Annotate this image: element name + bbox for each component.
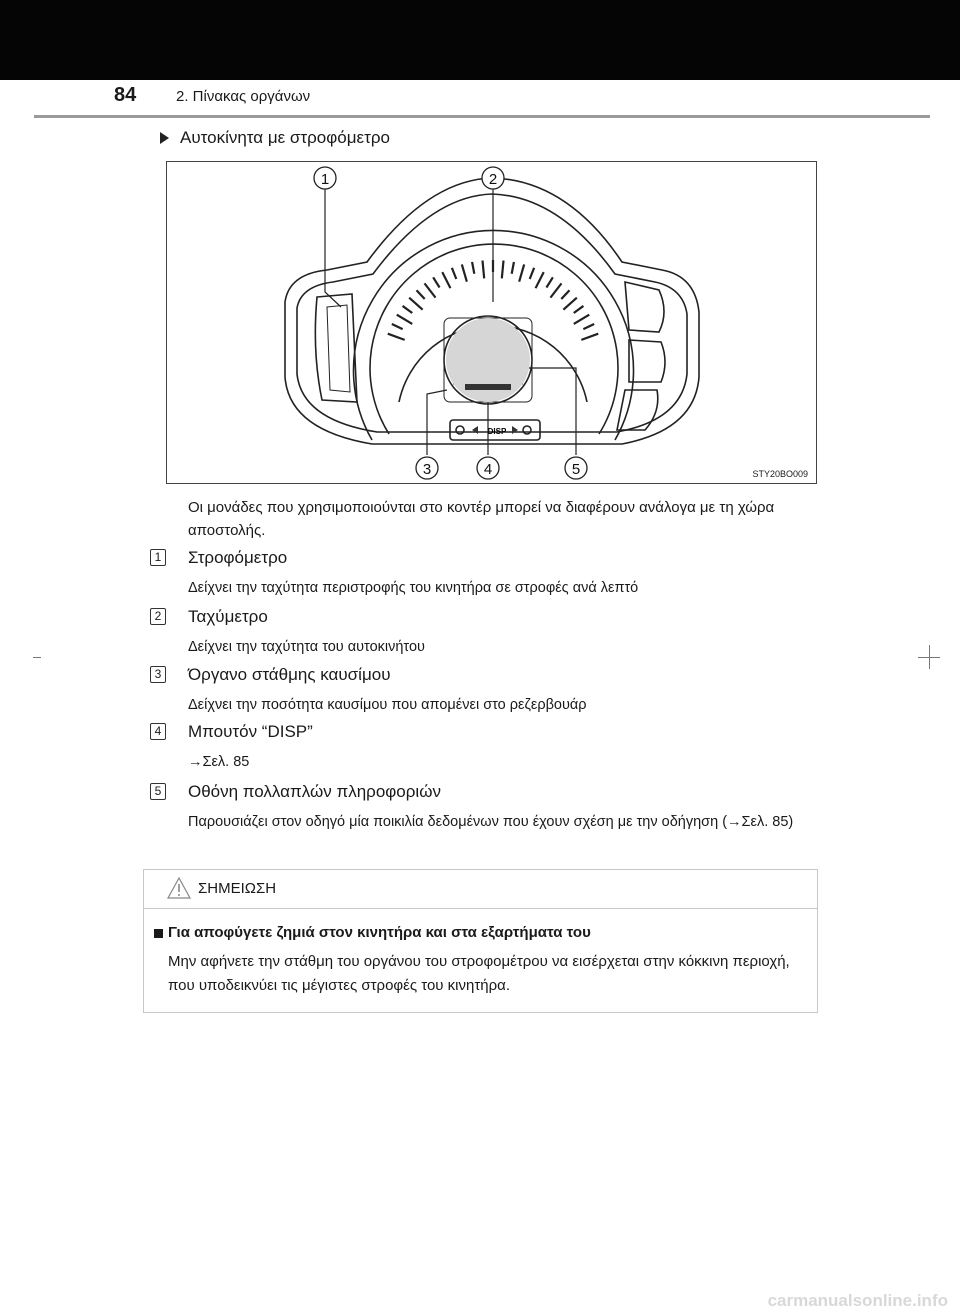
item-title: Ταχύμετρο bbox=[188, 607, 268, 626]
top-black-band bbox=[0, 0, 960, 80]
square-bullet-icon bbox=[154, 929, 163, 938]
figure-code: STY20BO009 bbox=[752, 469, 808, 479]
item-description: Δείχνει την ταχύτητα του αυτοκινήτου bbox=[188, 639, 425, 655]
dial-tick bbox=[409, 298, 422, 310]
item-number-badge: 1 bbox=[150, 549, 166, 566]
units-note: Οι μονάδες που χρησιμοποιούνται στο κοντέρ μπορεί να διαφέρουν ανάλογα με τη χώρα αποστολής. bbox=[188, 499, 775, 539]
item-page-reference: →Σελ. 85 bbox=[188, 754, 250, 770]
dial-tick bbox=[502, 260, 504, 278]
callout-2: 2 bbox=[488, 171, 498, 188]
dial-tick bbox=[462, 264, 467, 281]
callout-4: 4 bbox=[483, 461, 493, 478]
notice-title: Για αποφύγετε ζημιά στον κινητήρα και στα εξαρτήματα του bbox=[168, 924, 591, 941]
notice-body: Μην αφήνετε την στάθμη του οργάνου του στροφομέτρου να εισέρχεται στην κόκκινη περιοχή, που υποδεικνύει τις μέγιστες στροφές του κινητήρα. bbox=[168, 953, 790, 994]
dial-tick bbox=[403, 306, 413, 313]
item-title: Μπουτόν “DISP” bbox=[188, 722, 313, 741]
item-number-badge: 4 bbox=[150, 723, 166, 740]
instrument-cluster-figure bbox=[166, 161, 817, 484]
dial-tick bbox=[583, 324, 594, 329]
dial-tick bbox=[574, 306, 584, 313]
instrument-cluster-drawing bbox=[167, 162, 816, 483]
header-rule bbox=[34, 115, 930, 118]
item-number-badge: 3 bbox=[150, 666, 166, 683]
item-title: Όργανο στάθμης καυσίμου bbox=[188, 665, 391, 684]
section-heading bbox=[160, 128, 390, 148]
disp-button-label: DISP bbox=[487, 427, 507, 436]
dial-tick bbox=[574, 315, 589, 324]
chapter-title: 2. Πίνακας οργάνων bbox=[176, 88, 311, 105]
item-description: Δείχνει την ποσότητα καυσίμου που απομένει στο ρεζερβουάρ bbox=[188, 697, 587, 713]
dial-tick bbox=[561, 290, 569, 299]
page-number: 84 bbox=[114, 84, 137, 106]
dial-tick bbox=[397, 315, 412, 324]
item-title: Στροφόμετρο bbox=[188, 548, 288, 567]
callout-1: 1 bbox=[320, 171, 330, 188]
notice-header bbox=[144, 870, 817, 909]
dial-tick bbox=[546, 277, 552, 287]
callout-3: 3 bbox=[422, 461, 432, 478]
crop-mark bbox=[33, 657, 41, 658]
dial-tick bbox=[392, 324, 403, 329]
dial-tick bbox=[482, 260, 484, 278]
dial-tick bbox=[536, 272, 544, 288]
notice-label: ΣΗΜΕΙΩΣΗ bbox=[198, 880, 277, 897]
dial-tick bbox=[472, 262, 474, 274]
dial-tick bbox=[425, 283, 436, 297]
item-description: Δείχνει την ταχύτητα περιστροφής του κινητήρα σε στροφές ανά λεπτό bbox=[188, 580, 639, 596]
dial-tick bbox=[442, 272, 450, 288]
item-number-badge: 2 bbox=[150, 608, 166, 625]
triangle-bullet-icon bbox=[160, 132, 169, 144]
section-title: Αυτοκίνητα με στροφόμετρο bbox=[180, 128, 390, 147]
item-description: Παρουσιάζει στον οδηγό μία ποικιλία δεδομένων που έχουν σχέση με την οδήγηση (→Σελ. 85) bbox=[188, 814, 794, 830]
callout-5: 5 bbox=[571, 461, 581, 478]
dial-tick bbox=[388, 334, 405, 340]
dial-tick bbox=[581, 334, 598, 340]
watermark: carmanualsonline.info bbox=[767, 1291, 948, 1310]
dial-tick bbox=[417, 290, 425, 299]
dial-tick bbox=[530, 268, 534, 279]
notice-box bbox=[143, 869, 818, 1013]
item-title: Οθόνη πολλαπλών πληροφοριών bbox=[188, 782, 441, 801]
dial-tick bbox=[512, 262, 514, 274]
dial-tick bbox=[550, 283, 561, 297]
dial-tick bbox=[433, 277, 439, 287]
crop-mark bbox=[929, 645, 930, 669]
dial-tick bbox=[563, 298, 576, 310]
dial-tick bbox=[452, 268, 456, 279]
item-number-badge: 5 bbox=[150, 783, 166, 800]
warning-triangle-icon bbox=[167, 876, 191, 900]
dial-tick bbox=[519, 264, 524, 281]
